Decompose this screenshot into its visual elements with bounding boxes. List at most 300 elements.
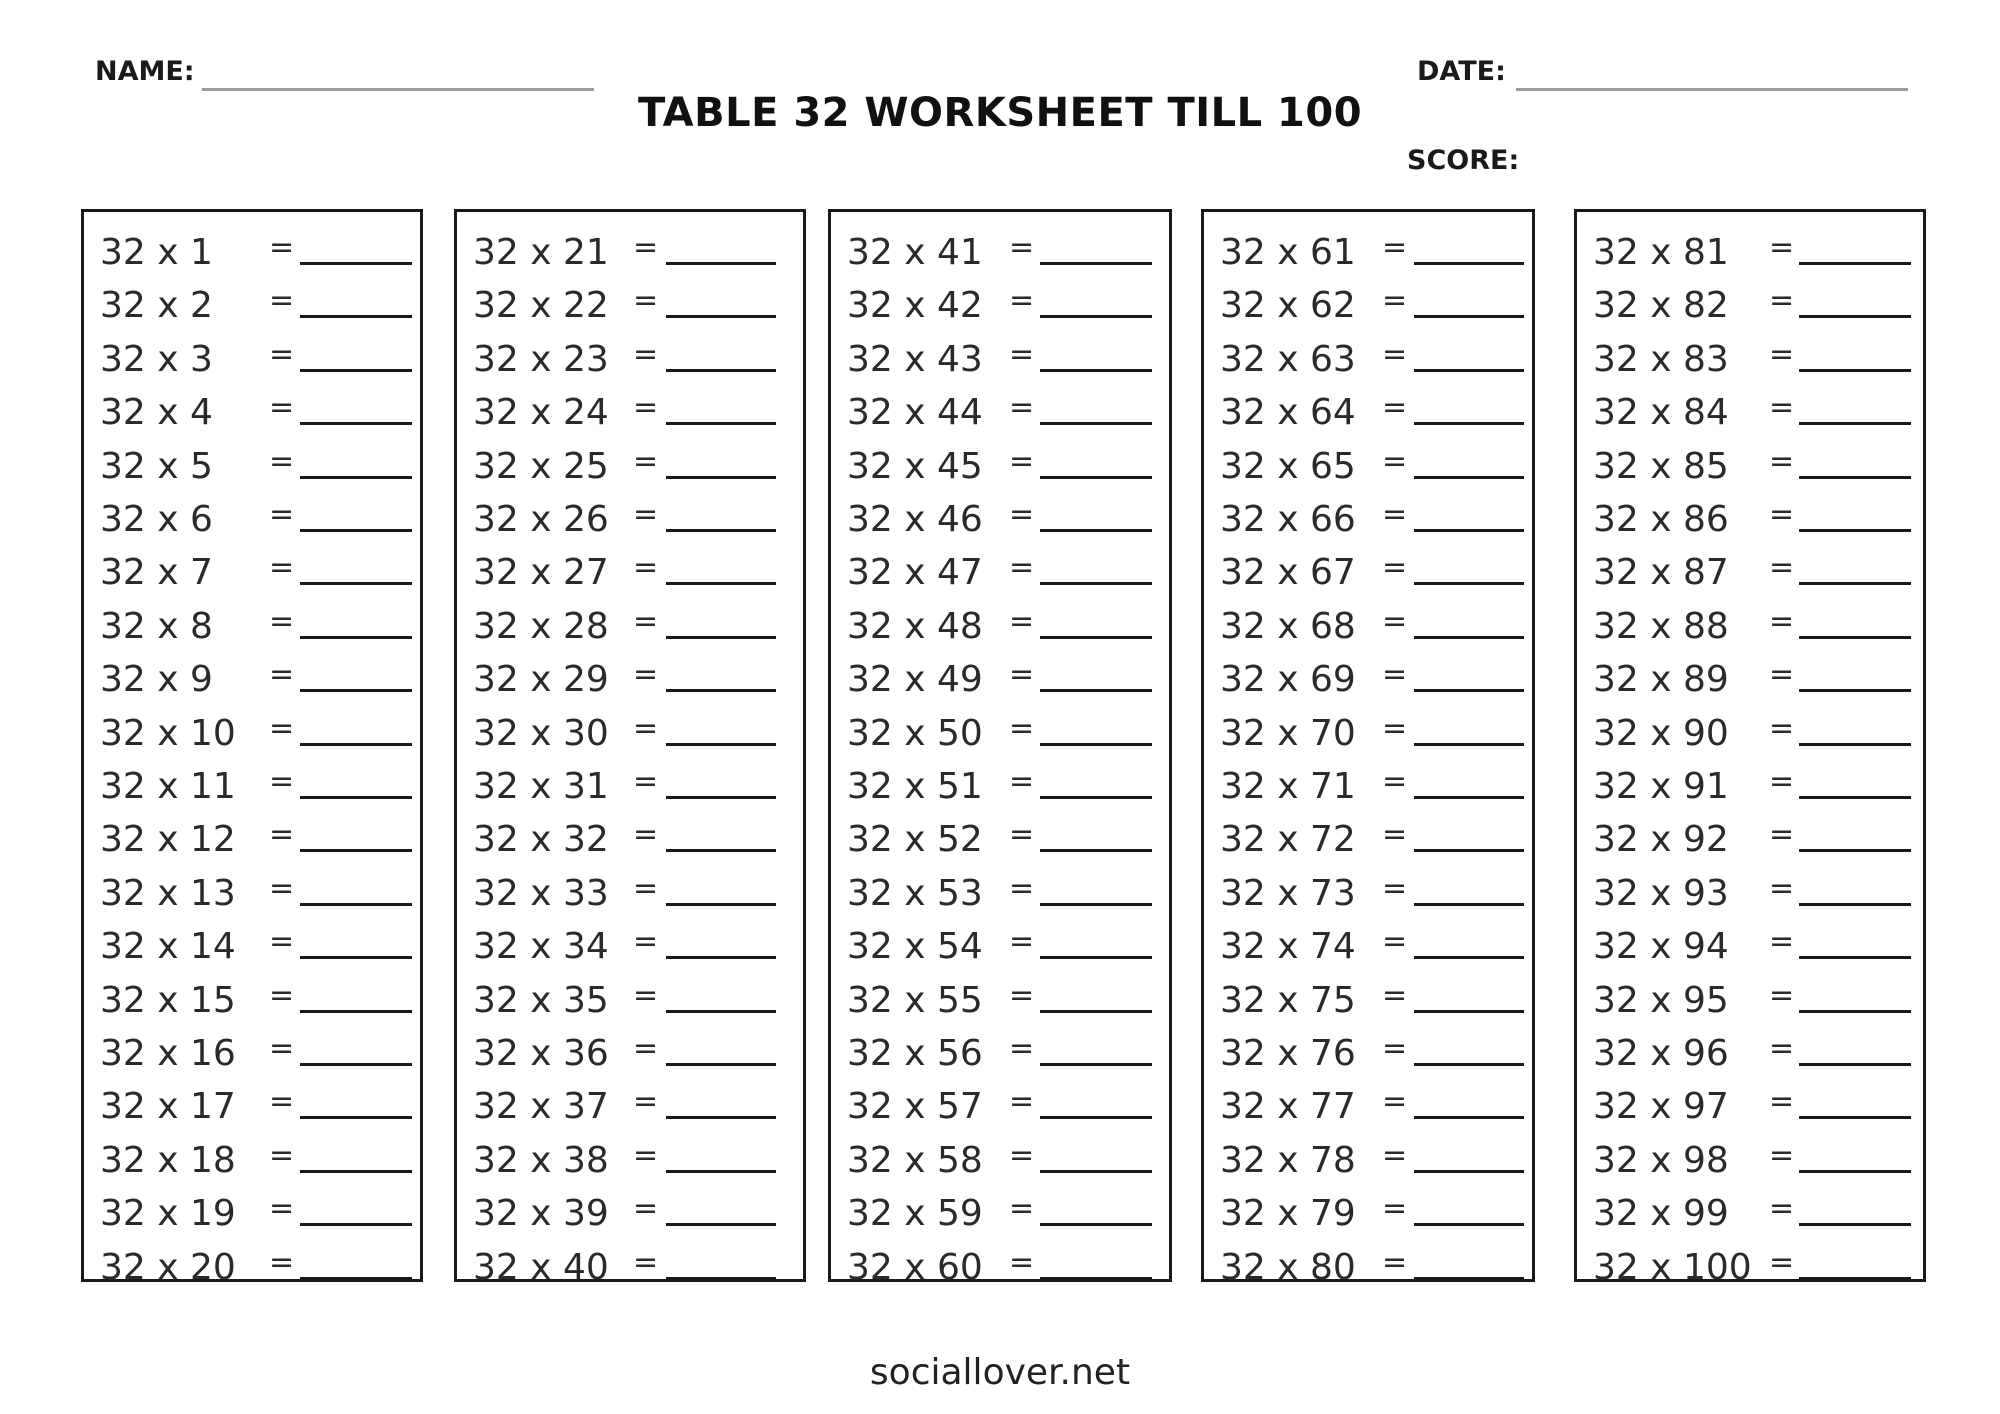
answer-blank[interactable] — [666, 1223, 776, 1226]
answer-blank[interactable] — [300, 1116, 412, 1119]
worksheet-row — [457, 918, 803, 971]
equals-sign: = — [633, 924, 659, 960]
multiplication-expression: 32 x 53 — [847, 872, 983, 914]
equals-sign: = — [1382, 230, 1408, 265]
answer-blank[interactable] — [1799, 1223, 1911, 1226]
equals-sign: = — [1769, 497, 1795, 532]
worksheet-row — [1204, 1078, 1532, 1131]
equals-sign: = — [269, 1244, 295, 1280]
equals-sign: = — [269, 924, 295, 960]
multiplication-expression: 32 x 66 — [1220, 499, 1356, 540]
worksheet-row — [1577, 1132, 1923, 1185]
multiplication-expression: 32 x 61 — [1220, 232, 1356, 273]
multiplication-expression: 32 x 30 — [473, 712, 609, 754]
equals-sign: = — [1009, 283, 1035, 319]
answer-blank[interactable] — [1040, 743, 1152, 746]
multiplication-expression: 32 x 27 — [473, 552, 609, 594]
multiplication-expression: 32 x 52 — [847, 819, 983, 861]
worksheet-row — [1577, 598, 1923, 651]
equals-sign: = — [1382, 1191, 1408, 1227]
worksheet-row — [1204, 1025, 1532, 1078]
multiplication-expression: 32 x 23 — [473, 338, 609, 380]
equals-sign: = — [633, 390, 659, 426]
equals-sign: = — [1009, 443, 1035, 479]
footer-site: sociallover.net — [869, 1352, 1131, 1393]
worksheet-row — [831, 918, 1169, 971]
answer-blank[interactable] — [1799, 262, 1911, 265]
answer-blank[interactable] — [300, 529, 412, 532]
multiplication-expression: 32 x 75 — [1220, 979, 1356, 1021]
answer-blank[interactable] — [1799, 529, 1911, 532]
equals-sign: = — [269, 817, 295, 853]
answer-blank[interactable] — [666, 1010, 776, 1013]
answer-blank[interactable] — [666, 689, 776, 692]
answer-blank[interactable] — [1040, 1010, 1152, 1013]
worksheet-row — [84, 331, 420, 384]
answer-blank[interactable] — [1799, 582, 1911, 585]
equals-sign: = — [1009, 1031, 1035, 1066]
multiplication-expression: 32 x 65 — [1220, 445, 1356, 487]
answer-blank[interactable] — [1040, 476, 1152, 479]
answer-blank[interactable] — [666, 1116, 776, 1119]
multiplication-expression: 32 x 46 — [847, 499, 983, 540]
multiplication-expression: 32 x 40 — [473, 1246, 609, 1288]
multiplication-expression: 32 x 81 — [1593, 232, 1729, 273]
equals-sign: = — [1009, 390, 1035, 426]
equals-sign: = — [1009, 1244, 1035, 1280]
multiplication-expression: 32 x 79 — [1220, 1193, 1356, 1235]
answer-blank[interactable] — [300, 849, 412, 852]
worksheet-row — [84, 1025, 420, 1078]
answer-blank[interactable] — [1414, 903, 1524, 906]
multiplication-expression: 32 x 43 — [847, 338, 983, 380]
worksheet-row — [1204, 491, 1532, 544]
answer-blank[interactable] — [666, 903, 776, 906]
equals-sign: = — [1009, 764, 1035, 799]
worksheet-title: TABLE 32 WORKSHEET TILL 100 — [637, 90, 1363, 136]
answer-blank[interactable] — [1799, 315, 1911, 318]
multiplication-expression: 32 x 15 — [100, 979, 236, 1021]
answer-blank[interactable] — [666, 315, 776, 318]
worksheet-row — [84, 758, 420, 811]
multiplication-expression: 32 x 31 — [473, 766, 609, 807]
multiplication-expression: 32 x 18 — [100, 1139, 236, 1181]
answer-blank[interactable] — [666, 529, 776, 532]
worksheet-row — [1577, 865, 1923, 918]
answer-blank[interactable] — [1414, 262, 1524, 265]
multiplication-expression: 32 x 64 — [1220, 392, 1356, 434]
answer-blank[interactable] — [666, 849, 776, 852]
answer-blank[interactable] — [300, 903, 412, 906]
answer-blank[interactable] — [1040, 1116, 1152, 1119]
worksheet-row — [1577, 438, 1923, 491]
worksheet-row — [831, 811, 1169, 864]
answer-blank[interactable] — [1040, 903, 1152, 906]
equals-sign: = — [1009, 1191, 1035, 1227]
score-label: SCORE: — [1407, 145, 1520, 176]
answer-blank[interactable] — [1799, 369, 1911, 372]
equals-sign: = — [269, 710, 295, 746]
worksheet-row — [1204, 972, 1532, 1025]
answer-blank[interactable] — [1414, 315, 1524, 318]
answer-blank[interactable] — [1799, 1116, 1911, 1119]
equals-sign: = — [1769, 1191, 1795, 1227]
answer-blank[interactable] — [1040, 1170, 1152, 1173]
equals-sign: = — [269, 497, 295, 532]
answer-blank[interactable] — [666, 262, 776, 265]
equals-sign: = — [1382, 550, 1408, 586]
multiplication-expression: 32 x 73 — [1220, 872, 1356, 914]
equals-sign: = — [1769, 603, 1795, 639]
answer-blank[interactable] — [666, 369, 776, 372]
worksheet-row — [457, 1132, 803, 1185]
multiplication-expression: 32 x 45 — [847, 445, 983, 487]
worksheet-row — [457, 865, 803, 918]
column-box-2 — [454, 209, 806, 1288]
equals-sign: = — [269, 657, 295, 693]
worksheet-row — [457, 438, 803, 491]
worksheet-row — [84, 384, 420, 437]
equals-sign: = — [1382, 443, 1408, 479]
answer-blank[interactable] — [1414, 1063, 1524, 1066]
answer-blank[interactable] — [1040, 849, 1152, 852]
equals-sign: = — [633, 1084, 659, 1120]
answer-blank[interactable] — [1414, 849, 1524, 852]
multiplication-expression: 32 x 85 — [1593, 445, 1729, 487]
answer-blank[interactable] — [1414, 1116, 1524, 1119]
answer-blank[interactable] — [1414, 796, 1524, 799]
worksheet-row — [457, 1025, 803, 1078]
worksheet-row — [831, 277, 1169, 330]
answer-blank[interactable] — [1040, 315, 1152, 318]
answer-blank[interactable] — [300, 743, 412, 746]
answer-blank[interactable] — [300, 369, 412, 372]
worksheet-row — [831, 1185, 1169, 1238]
multiplication-expression: 32 x 94 — [1593, 926, 1729, 968]
multiplication-expression: 32 x 86 — [1593, 499, 1729, 540]
equals-sign: = — [1382, 924, 1408, 960]
answer-blank[interactable] — [1799, 1063, 1911, 1066]
answer-blank[interactable] — [666, 476, 776, 479]
equals-sign: = — [633, 550, 659, 586]
answer-blank[interactable] — [300, 315, 412, 318]
answer-blank[interactable] — [1414, 689, 1524, 692]
multiplication-expression: 32 x 83 — [1593, 338, 1729, 380]
worksheet-row — [1577, 1025, 1923, 1078]
multiplication-expression: 32 x 21 — [473, 232, 609, 273]
multiplication-expression: 32 x 89 — [1593, 659, 1729, 701]
answer-blank[interactable] — [1040, 582, 1152, 585]
answer-blank[interactable] — [1414, 369, 1524, 372]
equals-sign: = — [633, 336, 659, 372]
worksheet-row — [457, 544, 803, 597]
equals-sign: = — [633, 977, 659, 1013]
worksheet-row — [1577, 758, 1923, 811]
answer-blank[interactable] — [1040, 956, 1152, 959]
answer-blank[interactable] — [300, 476, 412, 479]
worksheet-row — [1577, 491, 1923, 544]
answer-blank[interactable] — [666, 1063, 776, 1066]
multiplication-expression: 32 x 84 — [1593, 392, 1729, 434]
answer-blank[interactable] — [666, 956, 776, 959]
equals-sign: = — [633, 603, 659, 639]
answer-blank[interactable] — [300, 796, 412, 799]
answer-blank[interactable] — [666, 1170, 776, 1173]
worksheet-row — [831, 598, 1169, 651]
equals-sign: = — [1382, 283, 1408, 319]
worksheet-row — [84, 598, 420, 651]
equals-sign: = — [1769, 924, 1795, 960]
equals-sign: = — [1382, 1084, 1408, 1120]
multiplication-expression: 32 x 55 — [847, 979, 983, 1021]
equals-sign: = — [1009, 710, 1035, 746]
answer-blank[interactable] — [666, 796, 776, 799]
multiplication-expression: 32 x 78 — [1220, 1139, 1356, 1181]
multiplication-expression: 32 x 4 — [100, 392, 213, 434]
answer-blank[interactable] — [1414, 743, 1524, 746]
equals-sign: = — [633, 497, 659, 532]
multiplication-expression: 32 x 28 — [473, 605, 609, 647]
equals-sign: = — [1382, 1031, 1408, 1066]
worksheet-row — [457, 972, 803, 1025]
answer-blank[interactable] — [666, 636, 776, 639]
worksheet-row — [831, 491, 1169, 544]
equals-sign: = — [269, 336, 295, 372]
equals-sign: = — [1769, 283, 1795, 319]
multiplication-expression: 32 x 62 — [1220, 285, 1356, 327]
answer-blank[interactable] — [1040, 262, 1152, 265]
multiplication-expression: 32 x 5 — [100, 445, 213, 487]
multiplication-expression: 32 x 59 — [847, 1193, 983, 1235]
equals-sign: = — [1009, 977, 1035, 1013]
answer-blank[interactable] — [1799, 956, 1911, 959]
answer-blank[interactable] — [1040, 422, 1152, 425]
answer-blank[interactable] — [300, 1223, 412, 1226]
equals-sign: = — [269, 977, 295, 1013]
multiplication-expression: 32 x 98 — [1593, 1139, 1729, 1181]
multiplication-expression: 32 x 44 — [847, 392, 983, 434]
equals-sign: = — [633, 230, 659, 265]
answer-blank[interactable] — [300, 582, 412, 585]
answer-blank[interactable] — [1414, 1223, 1524, 1226]
multiplication-expression: 32 x 8 — [100, 605, 213, 647]
multiplication-expression: 32 x 63 — [1220, 338, 1356, 380]
worksheet-row — [1204, 1185, 1532, 1238]
column-box-3 — [828, 209, 1172, 1288]
equals-sign: = — [1009, 336, 1035, 372]
equals-sign: = — [633, 443, 659, 479]
answer-blank[interactable] — [1414, 1010, 1524, 1013]
worksheet-row — [831, 1132, 1169, 1185]
multiplication-expression: 32 x 77 — [1220, 1086, 1356, 1128]
worksheet-row — [1577, 544, 1923, 597]
answer-blank[interactable] — [1414, 1170, 1524, 1173]
worksheet-row — [84, 438, 420, 491]
multiplication-expression: 32 x 37 — [473, 1086, 609, 1128]
multiplication-expression: 32 x 67 — [1220, 552, 1356, 594]
multiplication-expression: 32 x 97 — [1593, 1086, 1729, 1128]
answer-blank[interactable] — [1799, 422, 1911, 425]
worksheet-row — [84, 544, 420, 597]
answer-blank[interactable] — [1799, 636, 1911, 639]
multiplication-expression: 32 x 92 — [1593, 819, 1729, 861]
answer-blank[interactable] — [1799, 849, 1911, 852]
answer-blank[interactable] — [1799, 903, 1911, 906]
worksheet-row — [1577, 1239, 1923, 1292]
column-box-5 — [1574, 209, 1926, 1288]
multiplication-expression: 32 x 9 — [100, 659, 213, 701]
answer-blank[interactable] — [300, 1277, 412, 1280]
answer-blank[interactable] — [1040, 529, 1152, 532]
answer-blank[interactable] — [1799, 743, 1911, 746]
multiplication-expression: 32 x 41 — [847, 232, 983, 273]
worksheet-row — [84, 1239, 420, 1292]
equals-sign: = — [1382, 1244, 1408, 1280]
answer-blank[interactable] — [1799, 476, 1911, 479]
equals-sign: = — [1769, 870, 1795, 906]
equals-sign: = — [1769, 230, 1795, 265]
multiplication-expression: 32 x 25 — [473, 445, 609, 487]
worksheet-row — [1577, 1185, 1923, 1238]
answer-blank[interactable] — [300, 636, 412, 639]
equals-sign: = — [269, 764, 295, 799]
multiplication-expression: 32 x 2 — [100, 285, 213, 327]
multiplication-expression: 32 x 38 — [473, 1139, 609, 1181]
worksheet-row — [457, 277, 803, 330]
worksheet-row — [84, 1185, 420, 1238]
worksheet-row — [457, 651, 803, 704]
worksheet-row — [457, 1078, 803, 1131]
multiplication-expression: 32 x 54 — [847, 926, 983, 968]
multiplication-expression: 32 x 68 — [1220, 605, 1356, 647]
worksheet-row — [831, 865, 1169, 918]
worksheet-row — [1204, 705, 1532, 758]
equals-sign: = — [1009, 230, 1035, 265]
multiplication-expression: 32 x 96 — [1593, 1033, 1729, 1074]
multiplication-expression: 32 x 99 — [1593, 1193, 1729, 1235]
worksheet-row — [84, 865, 420, 918]
answer-blank[interactable] — [1040, 1277, 1152, 1280]
equals-sign: = — [269, 1191, 295, 1227]
multiplication-expression: 32 x 95 — [1593, 979, 1729, 1021]
answer-blank[interactable] — [1799, 1010, 1911, 1013]
answer-blank[interactable] — [1414, 956, 1524, 959]
equals-sign: = — [1382, 764, 1408, 799]
worksheet-row — [831, 758, 1169, 811]
multiplication-expression: 32 x 32 — [473, 819, 609, 861]
equals-sign: = — [1769, 817, 1795, 853]
answer-blank[interactable] — [300, 422, 412, 425]
equals-sign: = — [269, 1137, 295, 1173]
equals-sign: = — [269, 283, 295, 319]
worksheet-row — [1577, 331, 1923, 384]
multiplication-expression: 32 x 80 — [1220, 1246, 1356, 1288]
multiplication-expression: 32 x 88 — [1593, 605, 1729, 647]
multiplication-expression: 32 x 17 — [100, 1086, 236, 1128]
equals-sign: = — [1769, 550, 1795, 586]
answer-blank[interactable] — [300, 1170, 412, 1173]
multiplication-expression: 32 x 69 — [1220, 659, 1356, 701]
multiplication-expression: 32 x 47 — [847, 552, 983, 594]
answer-blank[interactable] — [1040, 1063, 1152, 1066]
answer-blank[interactable] — [1414, 476, 1524, 479]
worksheet-row — [1577, 384, 1923, 437]
worksheet-row — [84, 1078, 420, 1131]
answer-blank[interactable] — [1799, 1277, 1911, 1280]
worksheet-row — [457, 1185, 803, 1238]
worksheet-row — [457, 224, 803, 277]
equals-sign: = — [269, 870, 295, 906]
equals-sign: = — [269, 603, 295, 639]
worksheet-row — [1577, 277, 1923, 330]
answer-blank[interactable] — [300, 956, 412, 959]
worksheet-row — [84, 811, 420, 864]
worksheet-row — [1204, 438, 1532, 491]
answer-blank[interactable] — [1414, 636, 1524, 639]
answer-blank[interactable] — [1414, 582, 1524, 585]
multiplication-expression: 32 x 74 — [1220, 926, 1356, 968]
equals-sign: = — [633, 1137, 659, 1173]
answer-blank[interactable] — [1040, 369, 1152, 372]
worksheet-row — [84, 1132, 420, 1185]
worksheet-row — [1204, 651, 1532, 704]
answer-blank[interactable] — [1414, 1277, 1524, 1280]
equals-sign: = — [1009, 924, 1035, 960]
column-box-1 — [81, 209, 423, 1288]
answer-blank[interactable] — [666, 743, 776, 746]
worksheet-row — [831, 705, 1169, 758]
name-label: NAME: — [95, 56, 195, 87]
worksheet-row — [831, 384, 1169, 437]
worksheet-row — [1204, 331, 1532, 384]
multiplication-expression: 32 x 50 — [847, 712, 983, 754]
equals-sign: = — [269, 550, 295, 586]
multiplication-expression: 32 x 26 — [473, 499, 609, 540]
equals-sign: = — [1382, 336, 1408, 372]
answer-blank[interactable] — [300, 262, 412, 265]
multiplication-expression: 32 x 6 — [100, 499, 213, 540]
multiplication-expression: 32 x 72 — [1220, 819, 1356, 861]
equals-sign: = — [633, 657, 659, 693]
multiplication-expression: 32 x 7 — [100, 552, 213, 594]
equals-sign: = — [1009, 550, 1035, 586]
worksheet-row — [84, 972, 420, 1025]
answer-blank[interactable] — [1040, 796, 1152, 799]
equals-sign: = — [1769, 710, 1795, 746]
answer-blank[interactable] — [1040, 1223, 1152, 1226]
multiplication-expression: 32 x 100 — [1593, 1246, 1752, 1288]
answer-blank[interactable] — [1799, 1170, 1911, 1173]
answer-blank[interactable] — [666, 582, 776, 585]
worksheet-row — [84, 918, 420, 971]
answer-blank[interactable] — [300, 689, 412, 692]
answer-blank[interactable] — [1414, 422, 1524, 425]
equals-sign: = — [1009, 497, 1035, 532]
answer-blank[interactable] — [1799, 689, 1911, 692]
multiplication-expression: 32 x 70 — [1220, 712, 1356, 754]
multiplication-expression: 32 x 36 — [473, 1033, 609, 1074]
answer-blank[interactable] — [666, 422, 776, 425]
answer-blank[interactable] — [1799, 796, 1911, 799]
answer-blank[interactable] — [666, 1277, 776, 1280]
answer-blank[interactable] — [300, 1063, 412, 1066]
equals-sign: = — [269, 1031, 295, 1066]
answer-blank[interactable] — [300, 1010, 412, 1013]
answer-blank[interactable] — [1040, 689, 1152, 692]
worksheet-row — [831, 224, 1169, 277]
answer-blank[interactable] — [1414, 529, 1524, 532]
answer-blank[interactable] — [1040, 636, 1152, 639]
